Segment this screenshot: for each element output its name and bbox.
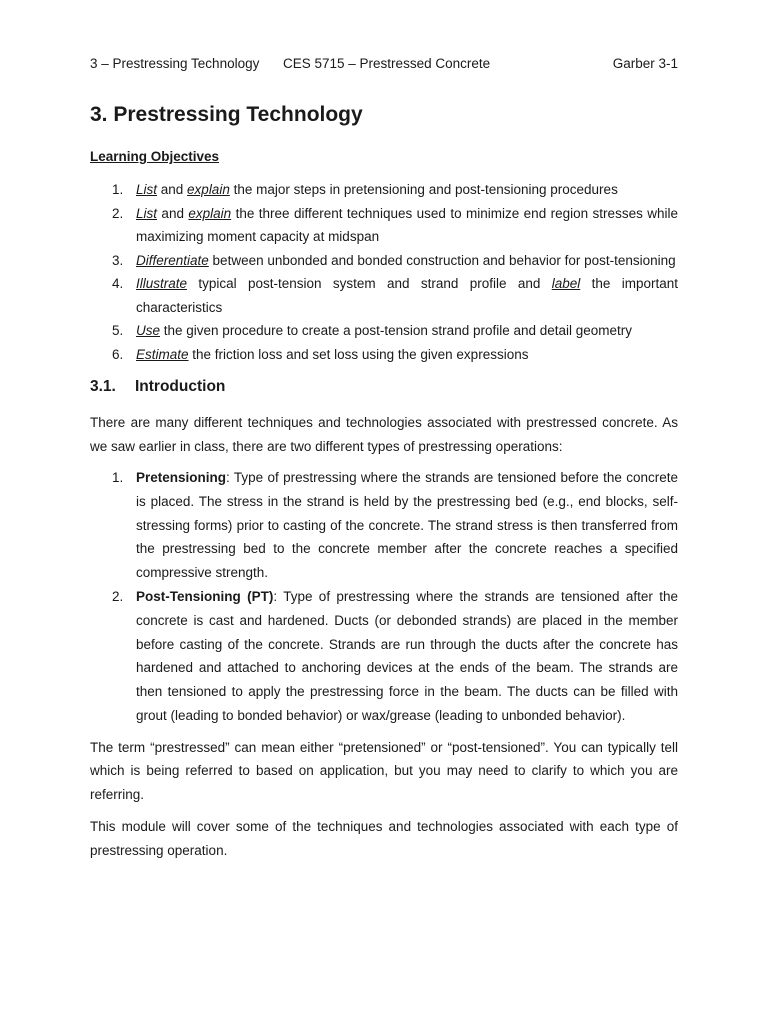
section-number: 3.1.	[90, 378, 116, 395]
prestressing-types-list	[90, 466, 678, 728]
learning-objectives-heading: Learning Objectives	[90, 149, 220, 164]
intro-paragraph: There are many different techniques and technologies associated with prestressed concrete. As we saw earlier in class, there are two different types of prestressing operations:	[90, 415, 678, 454]
header-course: CES 5715 – Prestressed Concrete	[283, 56, 491, 71]
objective-item: 3. Differentiate between unbonded and bonded construction and behavior for post-tensioning	[112, 252, 676, 268]
learning-objectives-list	[90, 178, 678, 366]
section-heading	[90, 376, 678, 398]
module-scope-paragraph: This module will cover some of the techniques and technologies associated with each type of prestressing operation.	[90, 819, 678, 858]
objective-item: 5. Use the given procedure to create a post-tension strand profile and detail geometry	[112, 323, 633, 338]
page-content	[90, 100, 678, 862]
terminology-paragraph: The term “prestressed” can mean either “pretensioned” or “post-tensioned”. You can typically tell which is being referred to based on application, but you may need to clarify to which you are referring.	[90, 739, 678, 802]
objective-item: 4. Illustrate typical post-tension system and strand profile and label the important characteristics	[112, 276, 678, 315]
header-page-number: Garber 3-1	[612, 56, 678, 71]
prestressing-type-item: 1. Pretensioning: Type of prestressing where the strands are tensioned before the concrete is placed. The stress in the strand is held by the prestressing bed (e.g., end blocks, self-stressing forms) prior to casting of the concrete. The strand stress is then transferred from the prestressing bed to the concrete member after the concrete reaches a specified compressive strength.	[112, 470, 678, 581]
page-title: 3. Prestressing Technology	[90, 103, 363, 126]
objective-item: 1. List and explain the major steps in pretensioning and post-tensioning procedures	[112, 182, 618, 197]
header-chapter: 3 – Prestressing Technology	[90, 56, 260, 71]
prestressing-type-item: 2. Post-Tensioning (PT): Type of prestressing where the strands are tensioned after the concrete is cast and hardened. Ducts (or debonded strands) are placed in the member before casting of the concrete. Strands are run through the ducts after the concrete has hardened and attached to anchoring devices at the ends of the beam. The strands are then tensioned to apply the prestressing force in the beam. The ducts can be filled with grout (leading to bonded behavior) or wax/grease (leading to unbonded behavior).	[112, 588, 678, 723]
objective-item: 6. Estimate the friction loss and set loss using the given expressions	[112, 346, 529, 362]
objective-item: 2. List and explain the three different techniques used to minimize end region stresses while maximizing moment capacity at midspan	[112, 205, 679, 244]
term-pretensioning: Pretensioning	[136, 470, 227, 485]
term-post-tensioning: Post-Tensioning (PT)	[136, 588, 274, 604]
section-name: Introduction	[135, 378, 226, 395]
